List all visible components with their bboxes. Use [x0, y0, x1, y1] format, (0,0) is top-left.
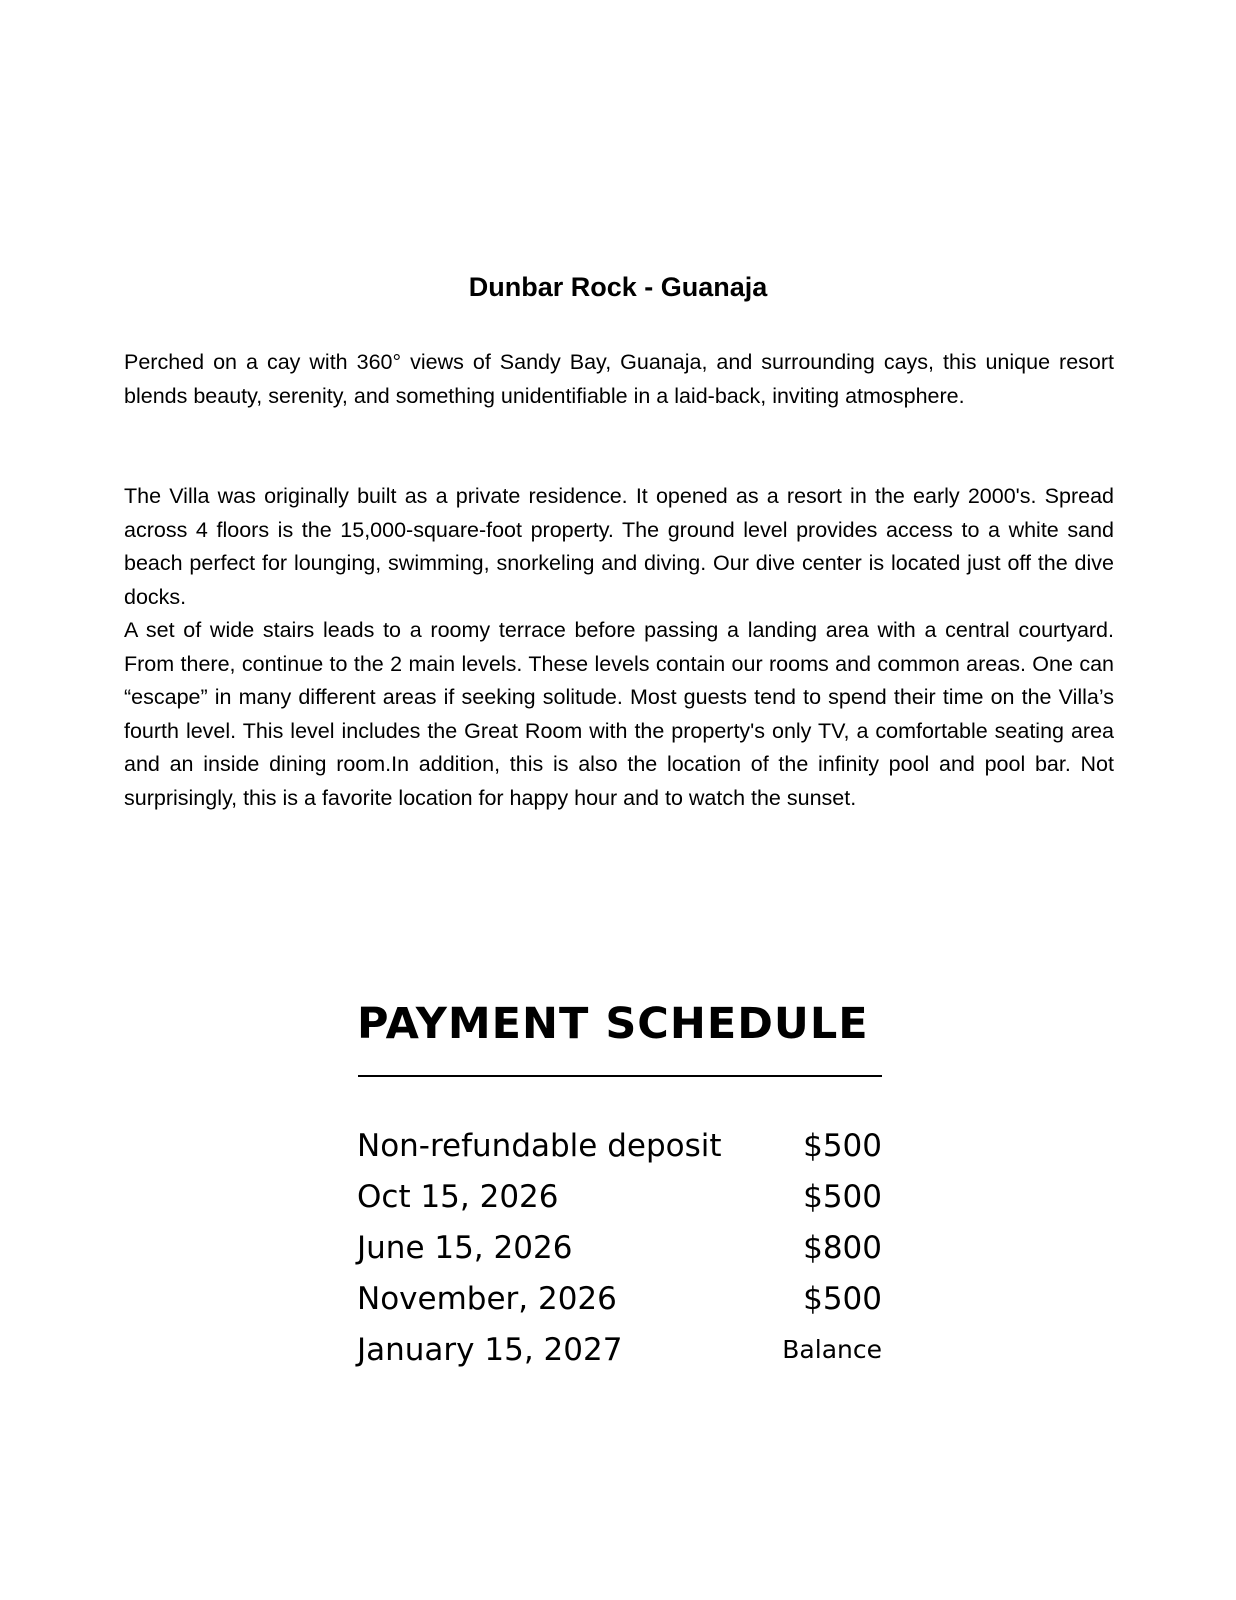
- payment-label: November, 2026: [357, 1281, 617, 1317]
- payment-row: [357, 1274, 882, 1324]
- payment-row: [357, 1121, 882, 1171]
- payment-amount: $800: [803, 1230, 882, 1266]
- payment-amount: $500: [803, 1128, 882, 1164]
- payment-row: [357, 1325, 882, 1375]
- intro-paragraph: Perched on a cay with 360° views of Sandy Bay, Guanaja, and surrounding cays, this unique resort blends beauty, serenity, and something unidentifiable in a laid-back, inviting atmosphere.: [124, 350, 1114, 408]
- villa-layout-paragraph: A set of wide stairs leads to a roomy terrace before passing a landing area with a central courtyard. From there, continue to the 2 main levels. These levels contain our rooms and common areas. One can “escape” in many different areas if seeking solitude. Most guests tend to spend their time on the Villa’s fourth level. This level includes the Great Room with the property's only TV, a comfortable seating area and an inside dining room.In addition, this is also the location of the infinity pool and pool bar. Not surprisingly, this is a favorite location for happy hour and to watch the sunset.: [124, 618, 1114, 810]
- payment-label: Non-refundable deposit: [357, 1128, 722, 1164]
- payment-amount: Balance: [782, 1335, 882, 1364]
- payment-amount: $500: [803, 1179, 882, 1215]
- payment-schedule-heading: PAYMENT SCHEDULE: [357, 999, 869, 1049]
- heading-divider: [358, 1075, 882, 1077]
- payment-amount: $500: [803, 1281, 882, 1317]
- payment-label: June 15, 2026: [357, 1230, 573, 1266]
- document-title: Dunbar Rock - Guanaja: [468, 272, 768, 302]
- villa-history-paragraph: The Villa was originally built as a private residence. It opened as a resort in the early 2000's. Spread across 4 floors is the 15,000-square-foot property. The ground level provides access to a white sand beach perfect for lounging, swimming, snorkeling and diving. Our dive center is located just off the dive docks.: [124, 484, 1114, 609]
- payment-row: [357, 1172, 882, 1222]
- payment-label: January 15, 2027: [357, 1332, 623, 1368]
- payment-row: [357, 1223, 882, 1273]
- payment-label: Oct 15, 2026: [357, 1179, 559, 1215]
